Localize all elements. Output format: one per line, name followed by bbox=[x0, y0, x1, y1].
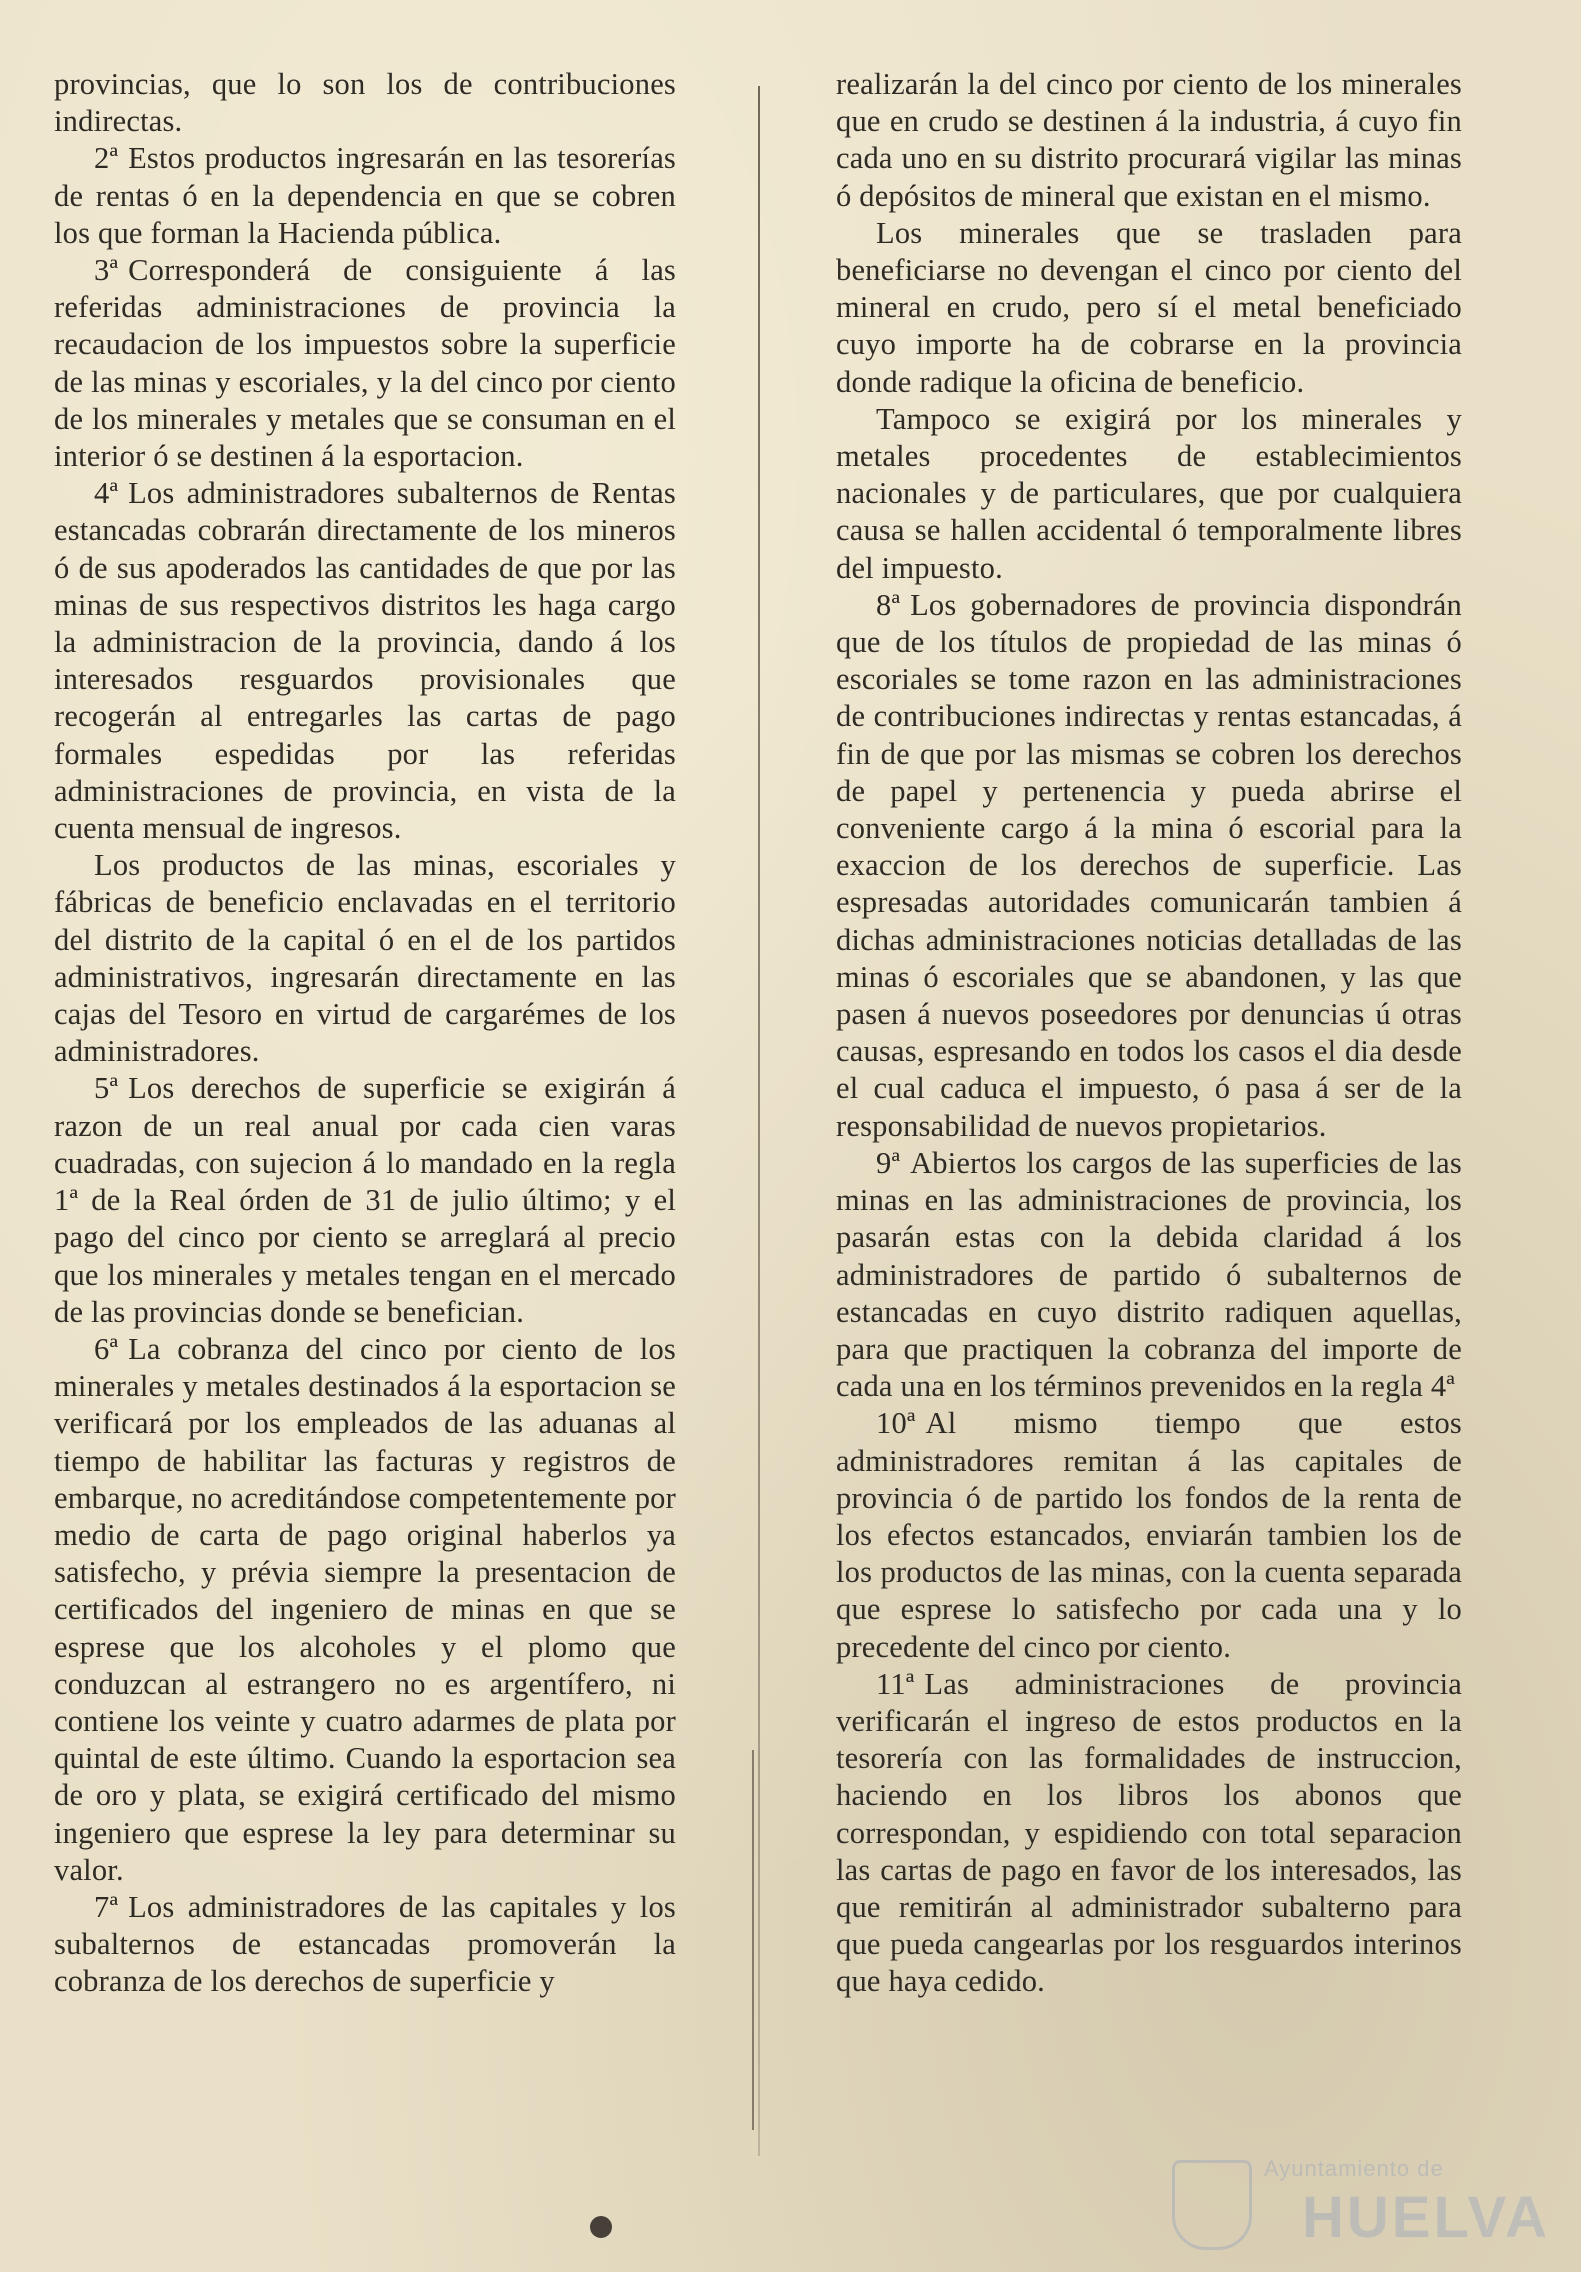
paragraph-text: Los derechos de superficie se exigirán á razon de un real anual por cada cien varas cuadradas, con sujecion á lo mandado en la regla 1ª de la Real órden de 31 de julio último; y el pago del cinco por ciento se arreglará al precio que los minerales y metales tengan en el mercado de las provincias donde se benefician. bbox=[54, 1071, 676, 1329]
column-divider bbox=[758, 86, 760, 2156]
paragraph bbox=[54, 66, 676, 140]
paragraph-text: Los administradores subalternos de Rentas estancadas cobrarán directamente de los mineros ó de sus apoderados las cantidades de que por las minas de sus respectivos distritos les haga cargo la administracion de la provincia, dando á los interesados resguardos provisionales que recogerán al entregarles las cartas de pago formales espedidas por las referidas administraciones de provincia, en vista de la cuenta mensual de ingresos. bbox=[54, 476, 676, 846]
rule-number: 6ª bbox=[94, 1331, 119, 1366]
paragraph-text: Los administradores de las capitales y los subalternos de estancadas promoverán la cobranza de los derechos de superficie y bbox=[54, 1889, 676, 1999]
rule-paragraph bbox=[54, 475, 676, 847]
rule-paragraph bbox=[836, 587, 1462, 1145]
rule-paragraph bbox=[54, 252, 676, 475]
paragraph bbox=[836, 401, 1462, 587]
paragraph-text: Tampoco se exigirá por los minerales y metales procedentes de establecimientos nacionales y de particulares, que por cualquiera causa se hallen accidental ó temporalmente libres del impuesto. bbox=[836, 401, 1462, 585]
paragraph-text: Los gobernadores de provincia dispondrán que de los títulos de propiedad de las minas ó escoriales se tome razon en las administraciones de contribuciones indirectas y rentas estancadas, á fin de que por las mismas se cobren los derechos de papel y pertenencia y pueda abrirse el conveniente cargo á la mina ó escorial para la exaccion de los derechos de superficie. Las espresadas autoridades comunicarán tambien á dichas administraciones noticias detalladas de las minas ó escoriales que se abandonen, y las que pasen á nuevos poseedores por denuncias ú otras causas, espresando en todos los casos el dia desde el cual caduca el impuesto, ó pasa á ser de la responsabilidad de nuevos propietarios. bbox=[836, 587, 1462, 1143]
paragraph-text: Abiertos los cargos de las superficies de las minas en las administraciones de provincia, los pasarán estas con la debida claridad á los administradores de partido ó subalternos de estancadas en cuyo distrito radiquen aquellas, para que practiquen la cobranza del importe de cada una en los términos prevenidos en la regla 4ª bbox=[836, 1145, 1462, 1404]
rule-paragraph bbox=[836, 1666, 1462, 2001]
rule-number: 9ª bbox=[876, 1145, 901, 1180]
rule-paragraph bbox=[54, 1070, 676, 1330]
paragraph bbox=[836, 66, 1462, 215]
rule-number: 2ª bbox=[94, 141, 119, 176]
column-divider-lower bbox=[752, 1750, 754, 2130]
paragraph-text: provincias, que lo son los de contribuciones indirectas. bbox=[54, 67, 676, 139]
rule-number: 5ª bbox=[94, 1071, 119, 1106]
paragraph-text: Las administraciones de provincia verificarán el ingreso de estos productos en la tesorería con las formalidades de instruccion, haciendo en los libros los abonos que correspondan, y espidiendo con total separacion las cartas de pago en favor de los interesados, las que remitirán al administrador subalterno para que pueda cangearlas por los resguardos interinos que haya cedido. bbox=[836, 1666, 1462, 1999]
paragraph bbox=[54, 847, 676, 1070]
rule-paragraph bbox=[54, 140, 676, 252]
paragraph-text: La cobranza del cinco por ciento de los minerales y metales destinados á la esportacion se verificará por los empleados de las aduanas al tiempo de habilitar las facturas y registros de embarque, no acreditándose competentemente por medio de carta de pago original haberlos ya satisfecho, y prévia siempre la presentacion de certificados del ingeniero de minas en que se esprese que los alcoholes y el plomo que conduzcan al estrangero no es argentífero, ni contiene los veinte y cuatro adarmes de plata por quintal de este último. Cuando la esportacion sea de oro y plata, se exigirá certificado del mismo ingeniero que esprese la ley para determinar su valor. bbox=[54, 1331, 676, 1887]
seal-icon bbox=[1172, 2160, 1252, 2250]
paragraph-text: Los minerales que se trasladen para beneficiarse no devengan el cinco por ciento del mineral en crudo, pero sí el metal beneficiado cuyo importe ha de cobrarse en la provincia donde radique la oficina de beneficio. bbox=[836, 215, 1462, 399]
watermark-big-text: HUELVA bbox=[1302, 2185, 1550, 2250]
paragraph-text: Los productos de las minas, escoriales y fábricas de beneficio enclavadas en el territorio del distrito de la capital ó en el de los partidos administrativos, ingresarán directamente en las cajas del Tesoro en virtud de cargarémes de los administradores. bbox=[54, 848, 676, 1069]
rule-number: 8ª bbox=[876, 587, 901, 622]
ink-blot bbox=[590, 2216, 612, 2238]
paragraph-text: realizarán la del cinco por ciento de los minerales que en crudo se destinen á la industria, á cuyo fin cada uno en su distrito procurará vigilar las minas ó depósitos de mineral que existan en el mismo. bbox=[836, 67, 1462, 213]
rule-number: 3ª bbox=[94, 253, 119, 288]
paragraph-text: Corresponderá de consiguiente á las referidas administraciones de provincia la recaudacion de los impuestos sobre la superficie de las minas y escoriales, y la del cinco por ciento de los minerales y metales que se consuman en el interior ó se destinen á la esportacion. bbox=[54, 253, 676, 474]
left-column bbox=[54, 66, 676, 2001]
right-column bbox=[836, 66, 1462, 2001]
paragraph-text: Al mismo tiempo que estos administradores remitan á las capitales de provincia ó de partido los fondos de la renta de los efectos estancados, enviarán tambien los de los productos de las minas, con la cuenta separada que esprese lo satisfecho por cada una y lo precedente del cinco por ciento. bbox=[836, 1406, 1462, 1664]
rule-number: 7ª bbox=[94, 1889, 119, 1924]
rule-number: 11ª bbox=[876, 1666, 915, 1701]
paragraph bbox=[836, 215, 1462, 401]
paragraph-text: Estos productos ingresarán en las tesorerías de rentas ó en la dependencia en que se cobren los que forman la Hacienda pública. bbox=[54, 141, 676, 250]
rule-number: 4ª bbox=[94, 476, 119, 511]
rule-paragraph bbox=[54, 1889, 676, 2001]
rule-paragraph bbox=[836, 1145, 1462, 1405]
watermark-small-text: Ayuntamiento de bbox=[1264, 2156, 1444, 2181]
archive-watermark bbox=[1172, 2150, 1572, 2260]
rule-paragraph bbox=[836, 1405, 1462, 1665]
rule-paragraph bbox=[54, 1331, 676, 1889]
rule-number: 10ª bbox=[876, 1406, 916, 1441]
